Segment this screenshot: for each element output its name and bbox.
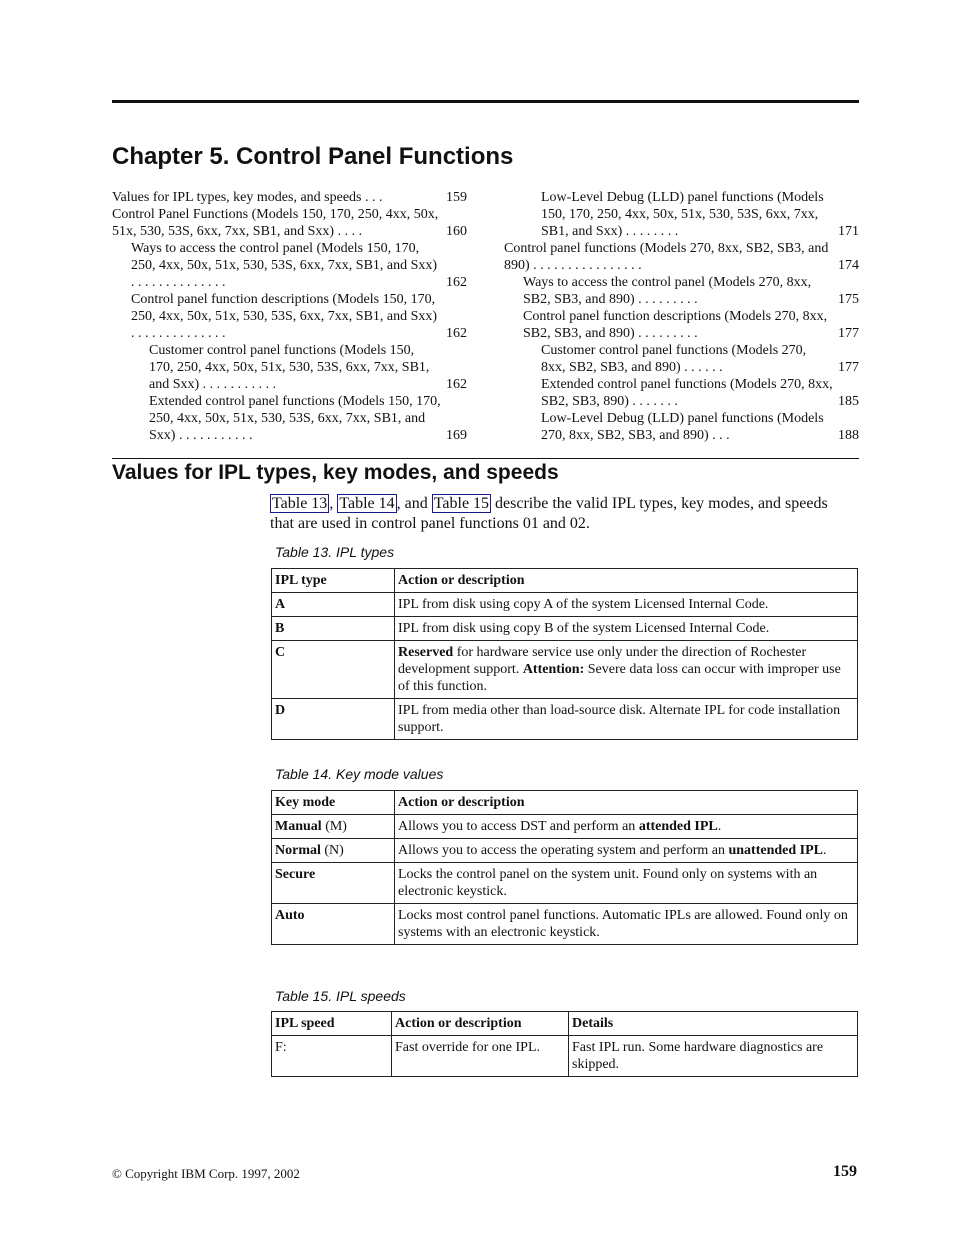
table-row bbox=[272, 593, 858, 617]
intro-paragraph: Table 13 , Table 14 , and Table 15 describe the valid IPL types, key modes, and speeds that are used in control panel functions 01 and 02. bbox=[270, 495, 828, 532]
toc-entry[interactable]: Ways to access the control panel (Models 270, 8xx, SB2, SB3, and 890) . . . . . . . . . 175 bbox=[523, 275, 859, 307]
toc-entry[interactable]: Low-Level Debug (LLD) panel functions (Models 270, 8xx, SB2, SB3, and 890) . . . 188 bbox=[541, 411, 859, 443]
table-row bbox=[272, 863, 858, 904]
section-rule bbox=[112, 458, 859, 459]
table-row bbox=[272, 1036, 858, 1077]
table-row bbox=[272, 641, 858, 699]
column-header: Key mode bbox=[272, 791, 395, 815]
table-row bbox=[272, 839, 858, 863]
table-cell: Fast override for one IPL. bbox=[392, 1036, 569, 1077]
key-mode-table bbox=[271, 790, 858, 945]
table-row bbox=[272, 617, 858, 641]
table-cell: IPL from media other than load-source disk. Alternate IPL for code installation support. bbox=[395, 699, 858, 740]
top-rule bbox=[112, 100, 859, 103]
column-header: Action or description bbox=[395, 569, 858, 593]
xref-table-15[interactable]: Table 15 bbox=[433, 495, 490, 512]
table-cell: Reserved for hardware service use only under the direction of Rochester development support. Attention: Severe data loss can occur with improper use of this function. bbox=[395, 641, 858, 699]
column-header: Action or description bbox=[392, 1012, 569, 1036]
table-header-row bbox=[272, 569, 858, 593]
table-cell: IPL from disk using copy B of the system Licensed Internal Code. bbox=[395, 617, 858, 641]
toc-entry[interactable]: Customer control panel functions (Models 270, 8xx, SB2, SB3, and 890) . . . . . . 177 bbox=[541, 343, 859, 375]
chapter-title: Chapter 5. Control Panel Functions bbox=[112, 143, 514, 170]
column-header: IPL type bbox=[272, 569, 395, 593]
table-14-caption: Table 14. Key mode values bbox=[275, 766, 444, 782]
table-cell: Fast IPL run. Some hardware diagnostics are skipped. bbox=[569, 1036, 858, 1077]
table-cell: Secure bbox=[272, 863, 395, 904]
table-cell: Auto bbox=[272, 904, 395, 945]
toc-entry[interactable]: Control panel functions (Models 270, 8xx, SB2, SB3, and 890) . . . . . . . . . . . . . . . . 174 bbox=[504, 241, 859, 273]
table-cell: Manual (M) bbox=[272, 815, 395, 839]
table-row bbox=[272, 904, 858, 945]
toc-left-column bbox=[112, 189, 467, 444]
toc-entry[interactable]: Low-Level Debug (LLD) panel functions (Models 150, 170, 250, 4xx, 50x, 51x, 530, 53S, 6xx, 7xx, SB1, and Sxx) . . . . . . . . 171 bbox=[541, 190, 859, 239]
table-cell: Locks the control panel on the system unit. Found only on systems with an electronic keystick. bbox=[395, 863, 858, 904]
footer-copyright: © Copyright IBM Corp. 1997, 2002 bbox=[112, 1166, 300, 1181]
toc-entry[interactable]: Customer control panel functions (Models 150, 170, 250, 4xx, 50x, 51x, 530, 53S, 6xx, 7xx, SB1, and Sxx) . . . . . . . . . . . 162 bbox=[149, 343, 467, 392]
xref-table-13[interactable]: Table 13 bbox=[272, 495, 328, 512]
table-header-row bbox=[272, 791, 858, 815]
table-cell: Normal (N) bbox=[272, 839, 395, 863]
table-13-caption: Table 13. IPL types bbox=[275, 544, 395, 560]
column-header: Details bbox=[569, 1012, 858, 1036]
toc-entry[interactable]: Extended control panel functions (Models 270, 8xx, SB2, SB3, 890) . . . . . . . 185 bbox=[541, 377, 859, 409]
table-15-caption: Table 15. IPL speeds bbox=[275, 988, 406, 1004]
table-cell: F: bbox=[272, 1036, 392, 1077]
toc-entry[interactable]: Control panel function descriptions (Models 270, 8xx, SB2, SB3, and 890) . . . . . . . . . 177 bbox=[523, 309, 859, 341]
column-header: IPL speed bbox=[272, 1012, 392, 1036]
table-row bbox=[272, 815, 858, 839]
table-row bbox=[272, 699, 858, 740]
toc-entry[interactable]: Extended control panel functions (Models 150, 170, 250, 4xx, 50x, 51x, 530, 53S, 6xx, 7xx, SB1, and Sxx) . . . . . . . . . . . 169 bbox=[149, 394, 467, 443]
toc-entry[interactable]: Control panel function descriptions (Models 150, 170, 250, 4xx, 50x, 51x, 530, 53S, 6xx, 7xx, SB1, and Sxx) . . . . . . . . . . . . . . 162 bbox=[131, 292, 467, 341]
table-header-row bbox=[272, 1012, 858, 1036]
toc-entry[interactable]: Ways to access the control panel (Models 150, 170, 250, 4xx, 50x, 51x, 530, 53S, 6xx, 7xx, SB1, and Sxx) . . . . . . . . . . . . . . 162 bbox=[131, 241, 467, 290]
table-cell: IPL from disk using copy A of the system Licensed Internal Code. bbox=[395, 593, 858, 617]
table-cell: Allows you to access DST and perform an attended IPL. bbox=[395, 815, 858, 839]
xref-table-14[interactable]: Table 14 bbox=[339, 495, 395, 512]
toc-right-column bbox=[504, 189, 859, 444]
ipl-speeds-table bbox=[271, 1011, 858, 1077]
table-cell: D bbox=[272, 699, 395, 740]
toc-entry[interactable]: Values for IPL types, key modes, and speeds . . . 159 bbox=[112, 190, 467, 205]
column-header: Action or description bbox=[395, 791, 858, 815]
table-cell: A bbox=[272, 593, 395, 617]
ipl-types-table bbox=[271, 568, 858, 740]
section-title: Values for IPL types, key modes, and speeds bbox=[112, 461, 559, 484]
table-cell: C bbox=[272, 641, 395, 699]
table-cell: Allows you to access the operating system and perform an unattended IPL. bbox=[395, 839, 858, 863]
table-cell: B bbox=[272, 617, 395, 641]
toc-entry[interactable]: Control Panel Functions (Models 150, 170, 250, 4xx, 50x, 51x, 530, 53S, 6xx, 7xx, SB1, and Sxx) . . . . 160 bbox=[112, 207, 467, 239]
footer-page-number: 159 bbox=[833, 1163, 857, 1180]
table-cell: Locks most control panel functions. Automatic IPLs are allowed. Found only on systems with an electronic keystick. bbox=[395, 904, 858, 945]
